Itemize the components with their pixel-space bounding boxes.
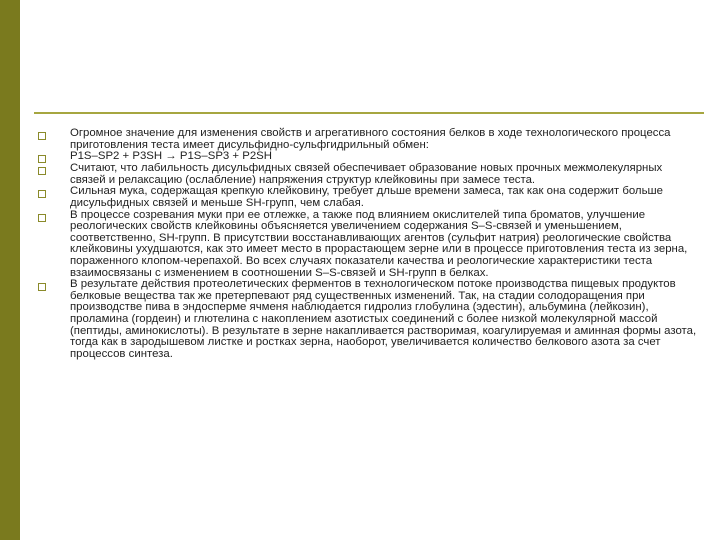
list-item-text: В процессе созревания муки при ее отлежке, а также под влиянием окислителей типа броматов, улучшение реологических свойств клейковины объясняется увеличением содержания S–S-связей и уменьшением, соответственно, SH-групп. В присутствии восстанавливающих агентов (сульфит натрия) реологические свойства клейковины ухудшаются, как это имеет место в прорастающем зерне или в процессе приготовления теста из зерна, пораженного клопом-черепахой. Во всех случаях показатели качества и реологические характеристики теста взаимосвязаны с изменением в соотношении S–S-связей и SH-групп в белках. — [70, 208, 688, 279]
list-item-text: Сильная мука, содержащая крепкую клейковину, требует дльше времени замеса, так как она содержит больше дисульфидных связей и меньше SH-групп, чем слабая. — [70, 185, 663, 209]
square-bullet-icon — [38, 167, 46, 175]
side-accent-bar — [0, 0, 20, 540]
list-item — [38, 128, 698, 151]
square-bullet-icon — [38, 155, 46, 163]
divider-line — [34, 112, 704, 114]
list-item — [38, 210, 698, 280]
slide-body — [38, 128, 698, 360]
list-item-text: Огромное значение для изменения свойств и агрегативного состояния белков в ходе технологического процесса приготовления теста имеет дисульфидно-сульфгидрильный обмен: — [70, 127, 671, 151]
square-bullet-icon — [38, 190, 46, 198]
list-item — [38, 163, 698, 186]
list-item — [38, 186, 698, 209]
square-bullet-icon — [38, 132, 46, 140]
square-bullet-icon — [38, 214, 46, 222]
list-item-text: Считают, что лабильность дисульфидных связей обеспечивает образование новых прочных межмолекулярных связей и релаксацию (ослабление) напряжения структур клейковины при замесе теста. — [70, 162, 663, 186]
list-item-text: P1S–SP2 + P3SH → P1S–SP3 + P2SH — [70, 150, 272, 163]
list-item-text: В результате действия протеолетических ферментов в технологическом потоке производства пищевых продуктов белковые вещества так же претерпевают ряд существенных изменений. Так, на стадии солодоращения при производстве пива в эндосперме ячменя наблюдается гидролиз глобулина (эдестин), альбумина (лейкозин), проламина (гордеин) и глютелина с накоплением азотистых соединений с более низкой молекулярной массой (пептиды, аминокислоты). В результате в зерне накапливается растворимая, коагулируемая и аминная формы азота, тогда как в зародышевом листке и ростках зерна, наоборот, увеличивается количество белкового азота за счет процессов синтеза. — [70, 278, 697, 360]
square-bullet-icon — [38, 283, 46, 291]
list-item — [38, 279, 698, 360]
